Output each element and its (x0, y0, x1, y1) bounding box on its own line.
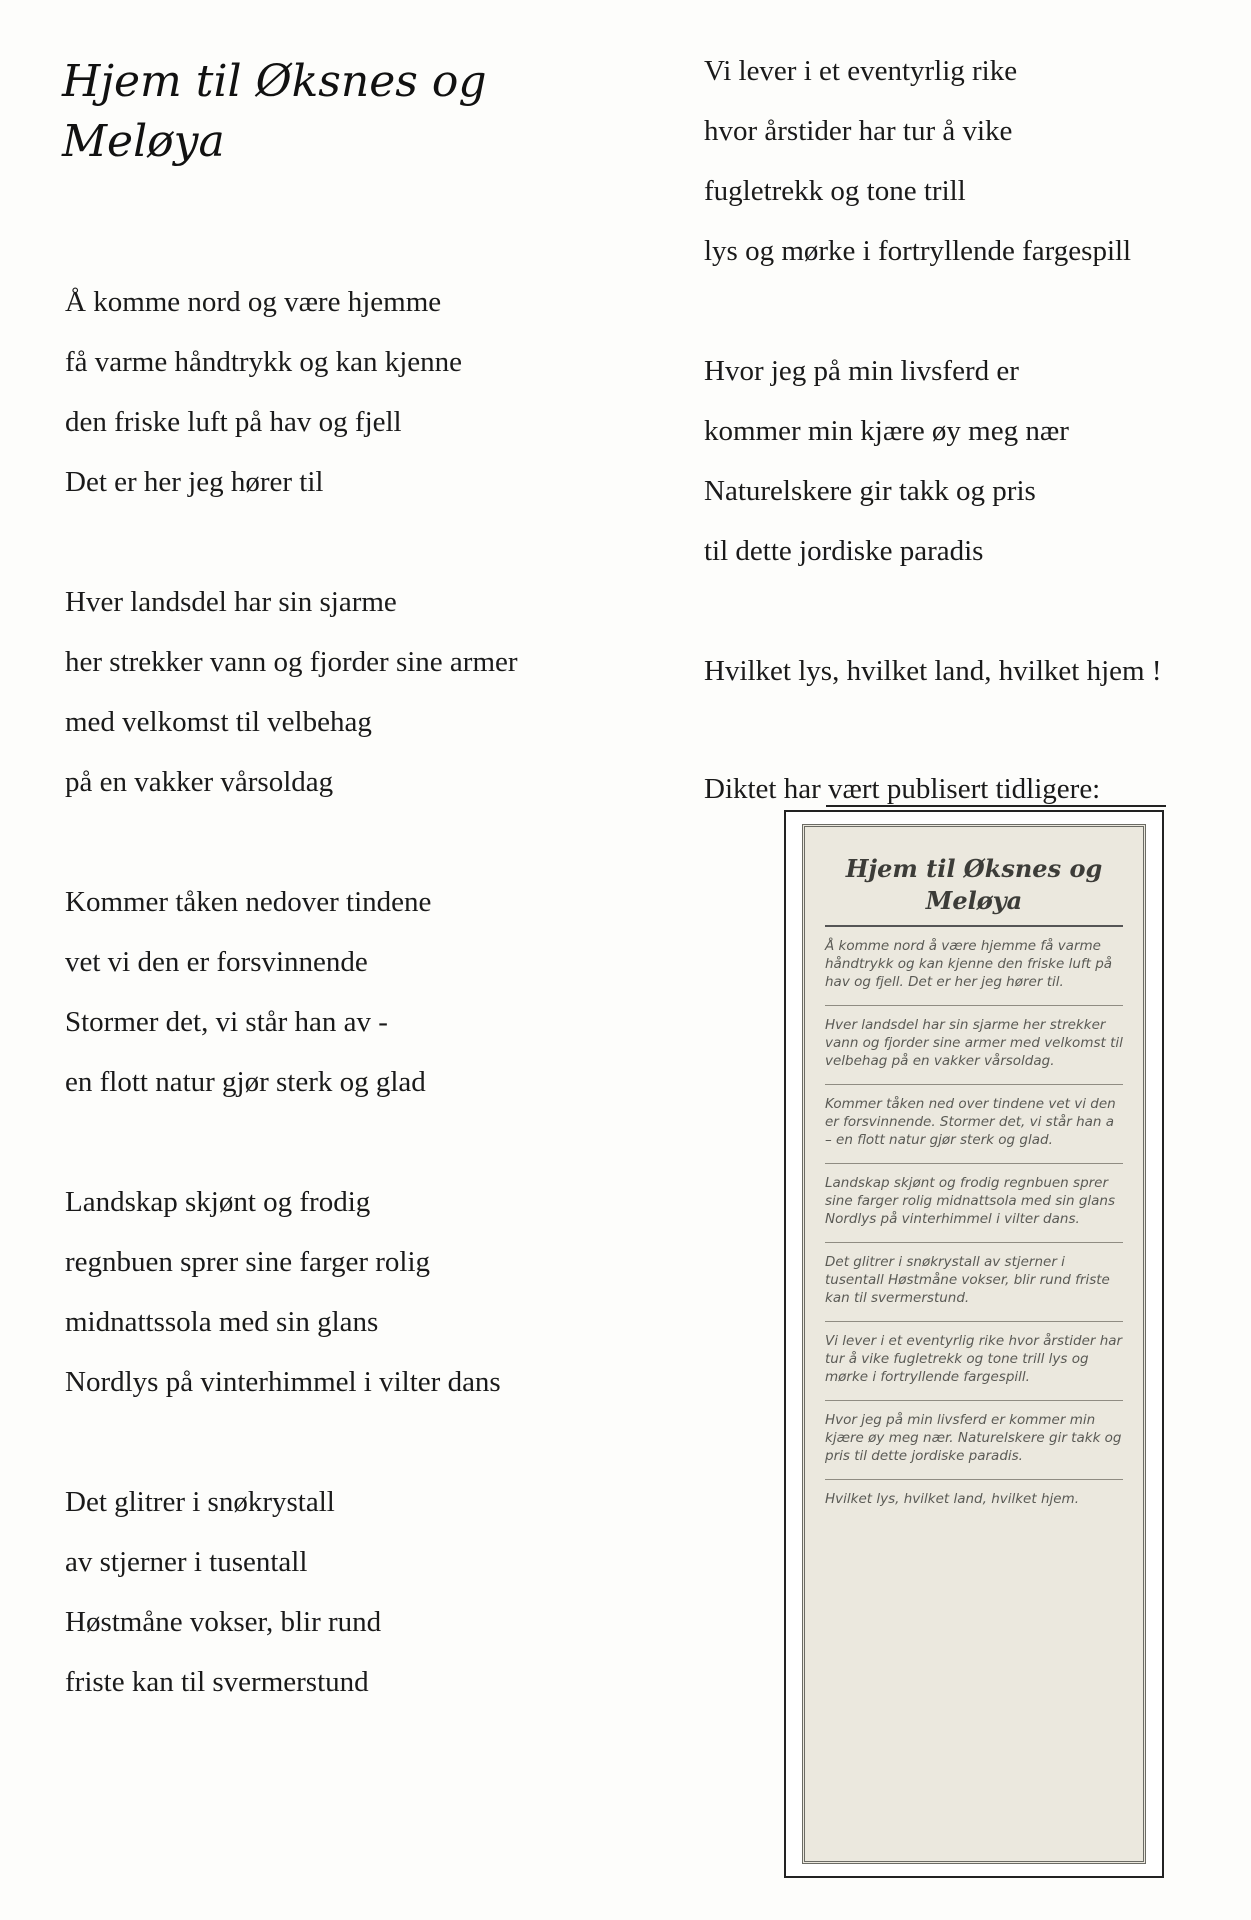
clipping-stanza: Kommer tåken ned over tindene vet vi den er forsvinnende. Stormer det, vi står han a – en flott natur gjør sterk og glad. (825, 1084, 1123, 1149)
poem-line: vet vi den er forsvinnende (65, 946, 368, 978)
clipping-stanza: Hvilket lys, hvilket land, hvilket hjem. (825, 1479, 1123, 1508)
poem-title: Hjem til Øksnes og Meløya (62, 56, 487, 167)
clipping-stanza: Det glitrer i snøkrystall av stjerner i tusentall Høstmåne vokser, blir rund friste kan til svermerstund. (825, 1242, 1123, 1307)
published-note-underline (826, 805, 1166, 807)
poem-line: Stormer det, vi står han av - (65, 1006, 388, 1038)
poem-line: av stjerner i tusentall (65, 1546, 308, 1578)
poem-line: Kommer tåken nedover tindene (65, 886, 432, 918)
poem-line: med velkomst til velbehag (65, 706, 372, 738)
poem-line: få varme håndtrykk og kan kjenne (65, 346, 462, 378)
clipping-stanza: Landskap skjønt og frodig regnbuen sprer sine farger rolig midnattsola med sin glans Nordlys på vinterhimmel i vilter dans. (825, 1163, 1123, 1228)
poem-line: en flott natur gjør sterk og glad (65, 1066, 426, 1098)
clipping-stanza: Hvor jeg på min livsferd er kommer min kjære øy meg nær. Naturelskere gir takk og pris til dette jordiske paradis. (825, 1400, 1123, 1465)
poem-line: Hvor jeg på min livsferd er (704, 355, 1019, 387)
poem-line: fugletrekk og tone trill (704, 175, 966, 207)
clipping-title: Hjem til Øksnes og Meløya (825, 853, 1123, 927)
poem-line: lys og mørke i fortryllende fargespill (704, 235, 1132, 267)
poem-line: Å komme nord og være hjemme (65, 286, 442, 318)
poem-line: Naturelskere gir takk og pris (704, 475, 1036, 507)
newspaper-clipping (802, 824, 1146, 1864)
poem-line: midnattssola med sin glans (65, 1306, 379, 1338)
clipping-stanza: Vi lever i et eventyrlig rike hvor årstider har tur å vike fugletrekk og tone trill lys og mørke i fortryllende fargespill. (825, 1321, 1123, 1386)
poem-line: Landskap skjønt og frodig (65, 1186, 371, 1218)
poem-line: regnbuen sprer sine farger rolig (65, 1246, 431, 1278)
poem-line: Det er her jeg hører til (65, 466, 324, 498)
clipping-stanza: Hver landsdel har sin sjarme her strekker vann og fjorder sine armer med velkomst til velbehag på en vakker vårsoldag. (825, 1005, 1123, 1070)
poem-line: kommer min kjære øy meg nær (704, 415, 1069, 447)
poem-line: hvor årstider har tur å vike (704, 115, 1013, 147)
poem-line: den friske luft på hav og fjell (65, 406, 402, 438)
poem-line: Hvilket lys, hvilket land, hvilket hjem ! (704, 655, 1162, 687)
poem-line: på en vakker vårsoldag (65, 766, 334, 798)
newspaper-clipping-frame (784, 810, 1164, 1878)
poem-line: Nordlys på vinterhimmel i vilter dans (65, 1366, 501, 1398)
poem-line: Hver landsdel har sin sjarme (65, 586, 397, 618)
poem-line: Det glitrer i snøkrystall (65, 1486, 335, 1518)
poem-line: Vi lever i et eventyrlig rike (704, 55, 1018, 87)
published-note: Diktet har vært publisert tidligere: (704, 773, 1101, 805)
clipping-stanza: Å komme nord å være hjemme få varme håndtrykk og kan kjenne den friske luft på hav og fjell. Det er her jeg hører til. (825, 938, 1113, 990)
poem-line: her strekker vann og fjorder sine armer (65, 646, 518, 678)
poem-line: Høstmåne vokser, blir rund (65, 1606, 382, 1638)
poem-line: til dette jordiske paradis (704, 535, 984, 567)
poem-line: friste kan til svermerstund (65, 1666, 369, 1698)
